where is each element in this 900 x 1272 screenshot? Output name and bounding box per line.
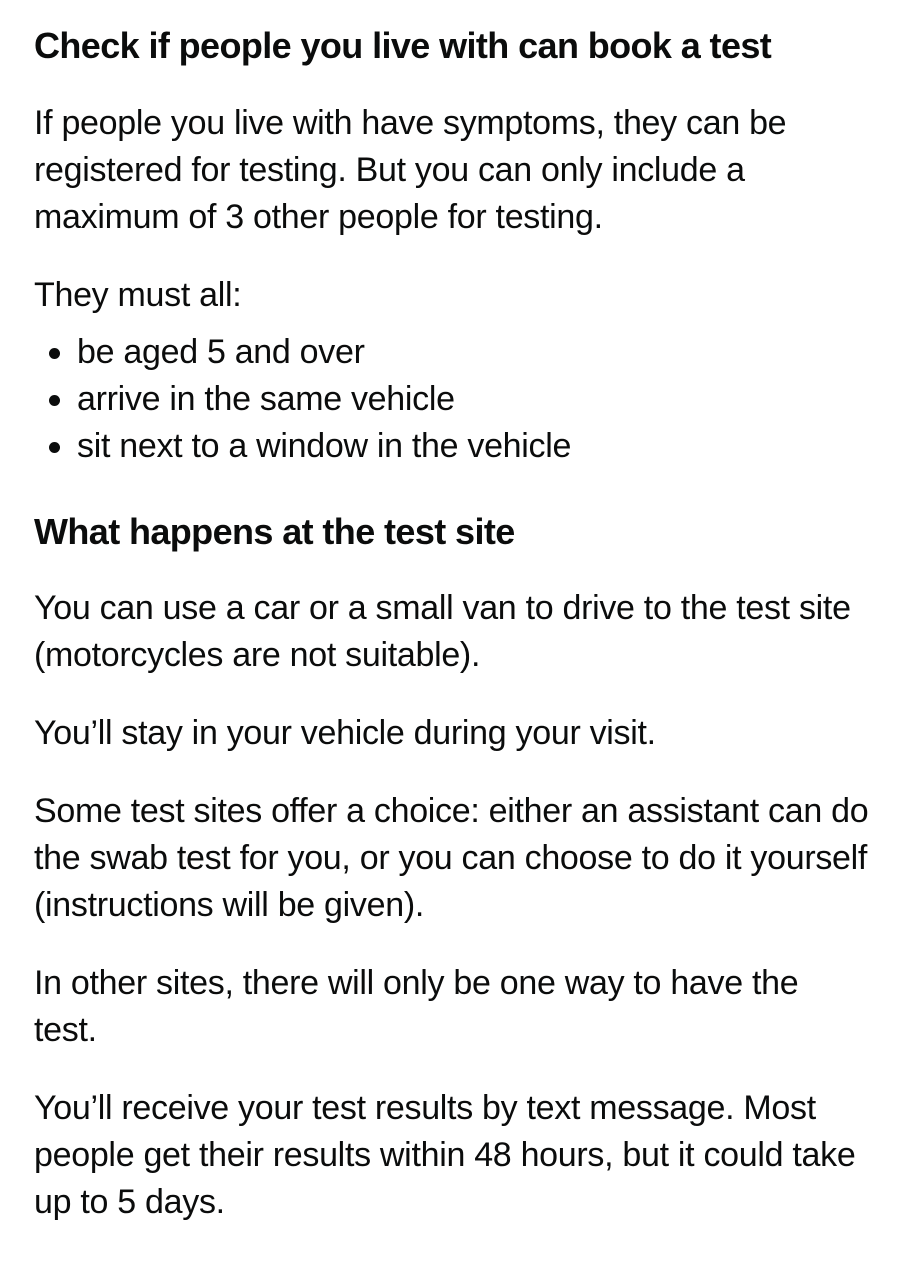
list-item: [34, 423, 870, 470]
list-item-text: be aged 5 and over: [77, 333, 365, 371]
other-sites-paragraph: In other sites, there will only be one way to have the test.: [34, 964, 799, 1049]
bullet-icon: [49, 442, 60, 453]
vehicle-paragraph: You can use a car or a small van to drive to the test site (motorcycles are not suitable).: [34, 589, 851, 674]
bullet-icon: [49, 395, 60, 406]
household-heading: Check if people you live with can book a test: [34, 25, 772, 66]
list-item: [34, 376, 870, 423]
test-site-heading: What happens at the test site: [34, 511, 515, 552]
requirements-list: [34, 329, 870, 470]
household-intro: If people you live with have symptoms, they can be registered for testing. But you can only include a maximum of 3 other people for testing.: [34, 104, 787, 236]
results-paragraph: You’ll receive your test results by text message. Most people get their results within 48 hours, but it could take up to 5 days.: [34, 1089, 856, 1221]
stay-in-vehicle-paragraph: You’ll stay in your vehicle during your visit.: [34, 714, 656, 752]
requirements-intro: They must all:: [34, 276, 242, 314]
list-item: [34, 329, 870, 376]
swab-choice-paragraph: Some test sites offer a choice: either an assistant can do the swab test for you, or you can choose to do it yourself (instructions will be given).: [34, 792, 869, 924]
list-item-text: arrive in the same vehicle: [77, 380, 455, 418]
list-item-text: sit next to a window in the vehicle: [77, 427, 572, 465]
bullet-icon: [49, 348, 60, 359]
